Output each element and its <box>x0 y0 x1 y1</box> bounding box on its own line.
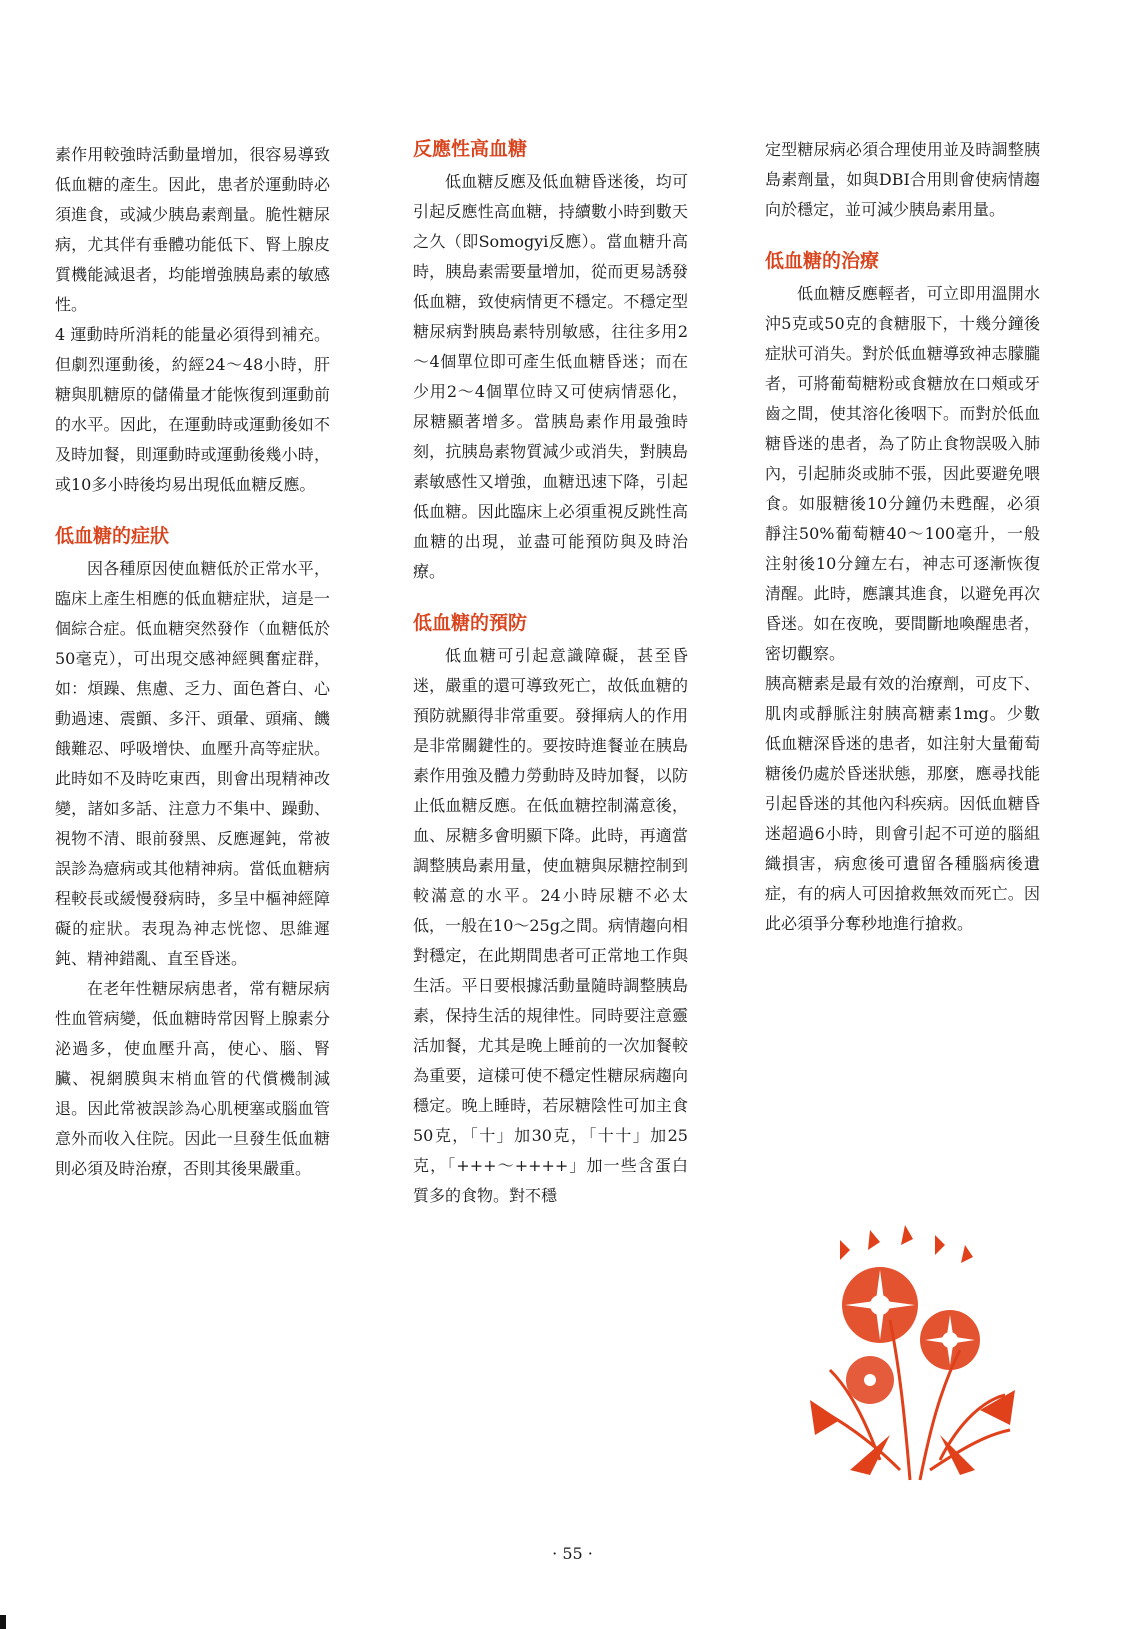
scan-edge-mark <box>0 1615 6 1629</box>
flower-woodcut-icon <box>810 1220 1015 1485</box>
paragraph: 低血糖反應及低血糖昏迷後，均可引起反應性高血糖，持續數小時到數天之久（即Somogyi反應）。當血糖升高時，胰島素需要量增加，從而更易誘發低血糖，致使病情更不穩定。不穩定型糖尿病對胰島素特別敏感，往往多用2～4個單位即可產生低血糖昏迷；而在少用2～4個單位時又可使病情惡化，尿糖顯著增多。當胰島素作用最強時刻，抗胰島素物質減少或消失，對胰島素敏感性又增強，血糖迅速下降，引起低血糖。因此臨床上必須重視反跳性高血糖的出現，並盡可能預防與及時治療。 <box>413 172 688 581</box>
section-heading-treatment: 低血糖的治療 <box>765 250 880 272</box>
paragraph: 定型糖尿病必須合理使用並及時調整胰島素劑量，如與DBI合用則會使病情趨向於穩定，並可減少胰島素用量。 <box>765 140 1040 219</box>
paragraph: 4 運動時所消耗的能量必須得到補充。但劇烈運動後，約經24～48小時，肝糖與肌糖原的儲備量才能恢復到運動前的水平。因此，在運動時或運動後如不及時加餐，則運動時或運動後幾小時，或10多小時後均易出現低血糖反應。 <box>55 325 330 494</box>
column-middle <box>413 135 688 1211</box>
section-heading-prevention: 低血糖的預防 <box>413 612 528 634</box>
paragraph: 因各種原因使血糖低於正常水平，臨床上產生相應的低血糖症狀，這是一個綜合症。低血糖突然發作（血糖低於50毫克），可出現交感神經興奮症群，如：煩躁、焦慮、乏力、面色蒼白、心動過速、震顫、多汗、頭暈、頭痛、饑餓難忍、呼吸增快、血壓升高等症狀。此時如不及時吃東西，則會出現精神改變，諸如多話、注意力不集中、躁動、視物不清、眼前發黑、反應遲鈍，常被誤診為癔病或其他精神病。當低血糖病程較長或緩慢發病時，多呈中樞神經障礙的症狀。表現為神志恍惚、思維遲鈍、精神錯亂、直至昏迷。 <box>55 559 330 968</box>
section-heading-symptoms: 低血糖的症狀 <box>55 525 170 547</box>
page-number: · 55 · <box>552 1544 593 1563</box>
column-right <box>765 135 1040 939</box>
paragraph: 在老年性糖尿病患者，常有糖尿病性血管病變，低血糖時常因腎上腺素分泌過多，使血壓升高，使心、腦、腎臟、視網膜與末梢血管的代償機制減退。因此常被誤診為心肌梗塞或腦血管意外而收入住院。因此一旦發生低血糖則必須及時治療，否則其後果嚴重。 <box>55 979 330 1178</box>
column-left <box>55 140 330 1184</box>
paragraph: 低血糖反應輕者，可立即用溫開水沖5克或50克的食糖服下，十幾分鐘後症狀可消失。對於低血糖導致神志朦朧者，可將葡萄糖粉或食糖放在口頰或牙齒之間，使其溶化後咽下。而對於低血糖昏迷的患者，為了防止食物誤吸入肺內，引起肺炎或肺不張，因此要避免喂食。如服糖後10分鐘仍未甦醒，必須靜注50%葡萄糖40～100毫升，一般注射後10分鐘左右，神志可逐漸恢復清醒。此時，應讓其進食，以避免再次昏迷。如在夜晚，要間斷地喚醒患者，密切觀察。 <box>765 284 1040 663</box>
section-heading-reactive-hyperglycemia: 反應性高血糖 <box>413 138 528 160</box>
paragraph: 素作用較強時活動量增加，很容易導致低血糖的產生。因此，患者於運動時必須進食，或減少胰島素劑量。脆性糖尿病，尤其伴有垂體功能低下、腎上腺皮質機能減退者，均能增強胰島素的敏感性。 <box>55 145 330 314</box>
paragraph: 低血糖可引起意識障礙，甚至昏迷，嚴重的還可導致死亡，故低血糖的預防就顯得非常重要。發揮病人的作用是非常關鍵性的。要按時進餐並在胰島素作用強及體力勞動時及時加餐，以防止低血糖反應。在低血糖控制滿意後，血、尿糖多會明顯下降。此時，再適當調整胰島素用量，使血糖與尿糖控制到較滿意的水平。24小時尿糖不必太低，一般在10～25g之間。病情趨向相對穩定，在此期間患者可正常地工作與生活。平日要根據活動量隨時調整胰島素，保持生活的規律性。同時要注意靈活加餐，尤其是晚上睡前的一次加餐較為重要，這樣可使不穩定性糖尿病趨向穩定。晚上睡時，若尿糖陰性可加主食50克，「十」加30克，「十十」加25克，「+++〜++++」加一些含蛋白質多的食物。對不穩 <box>413 646 688 1205</box>
paragraph: 胰高糖素是最有效的治療劑，可皮下、肌肉或靜脈注射胰高糖素1mg。少數低血糖深昏迷的患者，如注射大量葡萄糖後仍處於昏迷狀態，那麼，應尋找能引起昏迷的其他內科疾病。因低血糖昏迷超過6小時，則會引起不可逆的腦組織損害，病愈後可遺留各種腦病後遺症，有的病人可因搶救無效而死亡。因此必須爭分奪秒地進行搶救。 <box>765 674 1040 933</box>
